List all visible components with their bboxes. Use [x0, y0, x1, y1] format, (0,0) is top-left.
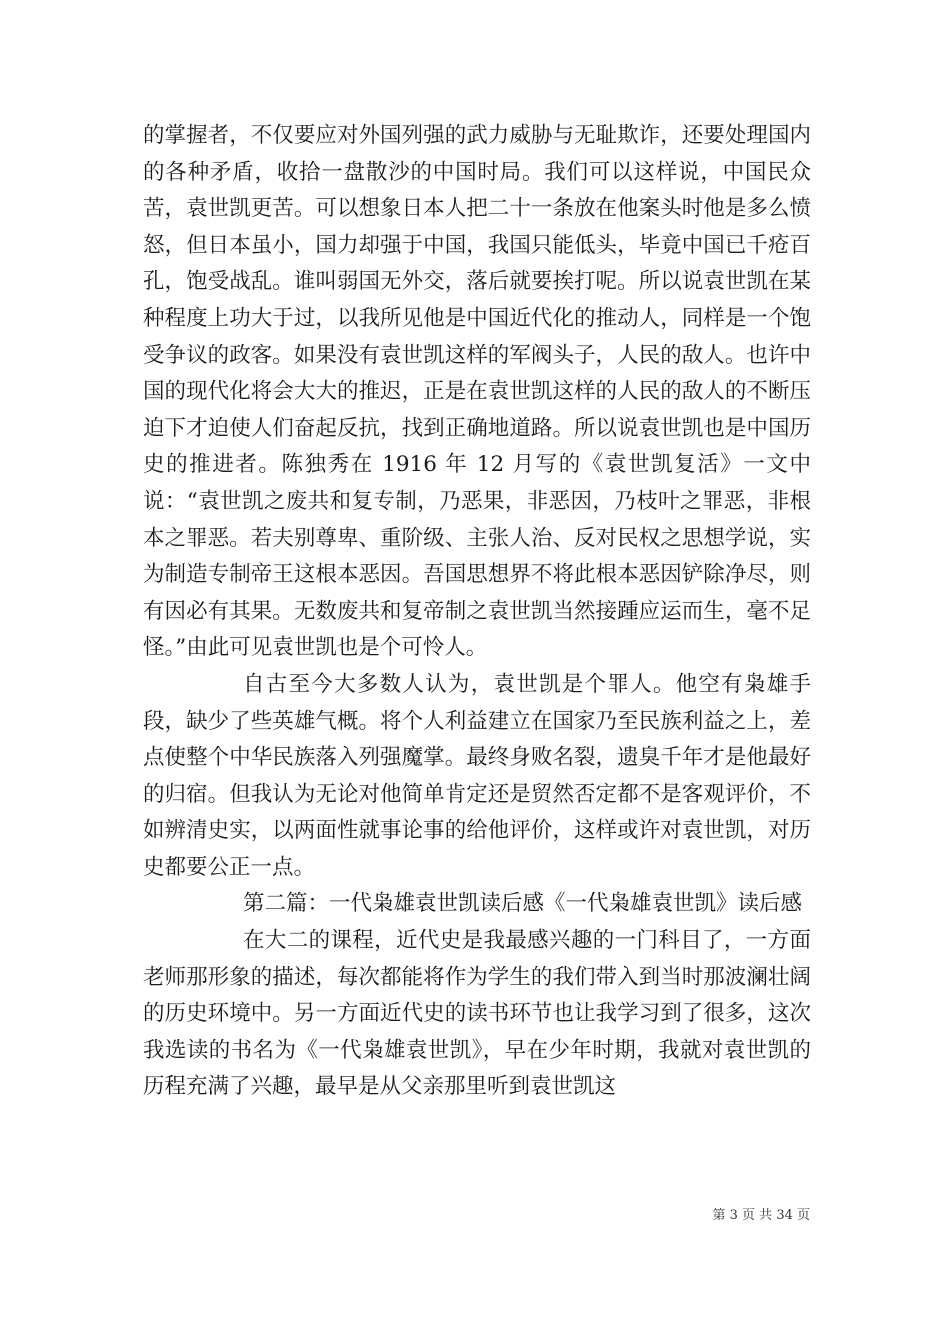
body-paragraph-3: 在大二的课程，近代史是我最感兴趣的一门科目了，一方面老师那形象的描述，每次都能将作为学生的我们带入到当时那波澜壮阔的历史环境中。另一方面近代史的读书环节也让我学习到了很多，这次我选读的书名为《一代枭雄袁世凯》，早在少年时期，我就对袁世凯的历程充满了兴趣，最早是从父亲那里听到袁世凯这	[143, 928, 811, 1100]
section-heading: 第二篇：一代枭雄袁世凯读后感《一代枭雄袁世凯》读后感	[243, 891, 803, 917]
body-paragraph-2: 自古至今大多数人认为，袁世凯是个罪人。他空有枭雄手段，缺少了些英雄气概。将个人利益建立在国家乃至民族利益之上，差点使整个中华民族落入列强魔掌。最终身败名裂，遗臭千年才是他最好的归宿。但我认为无论对他简单肯定还是贸然否定都不是客观评价，不如辨清史实，以两面性就事论事的给他评价，这样或许对袁世凯，对历史都要公正一点。	[143, 671, 811, 880]
page-number-footer: 第 3 页 共 34 页	[712, 1208, 810, 1223]
document-body	[143, 118, 811, 1106]
body-paragraph-1: 的掌握者，不仅要应对外国列强的武力威胁与无耻欺诈，还要处理国内的各种矛盾，收拾一盘散沙的中国时局。我们可以这样说，中国民众苦，袁世凯更苦。可以想象日本人把二十一条放在他案头时他是多么愤怒，但日本虽小，国力却强于中国，我国只能低头，毕竟中国已千疮百孔，饱受战乱。谁叫弱国无外交，落后就要挨打呢。所以说袁世凯在某种程度上功大于过，以我所见他是中国近代化的推动人，同样是一个饱受争议的政客。如果没有袁世凯这样的军阀头子，人民的敌人。也许中国的现代化将会大大的推迟，正是在袁世凯这样的人民的敌人的不断压迫下才迫使人们奋起反抗，找到正确地道路。所以说袁世凯也是中国历史的推进者。陈独秀在 1916 年 12 月写的《袁世凯复活》一文中说：“袁世凯之废共和复专制，乃恶果，非恶因，乃枝叶之罪恶，非根本之罪恶。若夫别尊卑、重阶级、主张人治、反对民权之思想学说，实为制造专制帝王这根本恶因。吾国思想界不将此根本恶因铲除净尽，则有因必有其果。无数废共和复帝制之袁世凯当然接踵应运而生，毫不足怪。”由此可见袁世凯也是个可怜人。	[143, 123, 811, 661]
